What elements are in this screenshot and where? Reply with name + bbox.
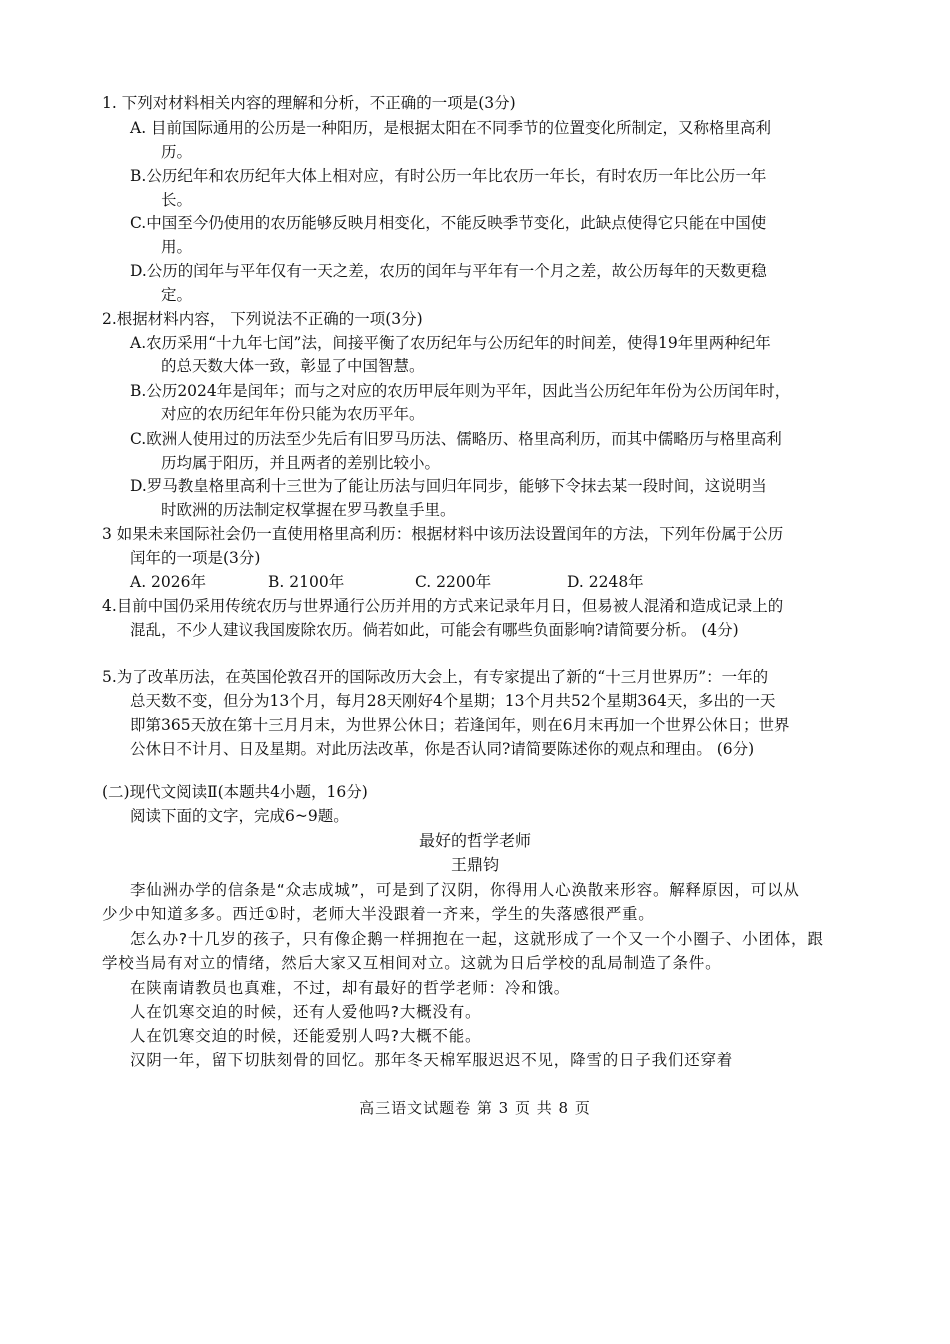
q1-option-c: C.中国至今仍使用的农历能够反映月相变化，不能反映季节变化，此缺点使得它只能在中国使 xyxy=(130,214,767,232)
article-paragraph-6: 汉阴一年，留下切肤刻骨的回忆。那年冬天棉军服迟迟不见，降雪的日子我们还穿着 xyxy=(130,1051,734,1069)
q2-option-a-cont: 的总天数大体一致，彰显了中国智慧。 xyxy=(161,357,425,375)
section-instruction: 阅读下面的文字，完成6~9题。 xyxy=(130,807,349,825)
q2-option-b-cont: 对应的农历纪年年份只能为农历平年。 xyxy=(161,405,425,423)
q1-option-d-cont: 定。 xyxy=(161,286,193,304)
section-heading: (二)现代文阅读Ⅱ(本题共4小题，16分) xyxy=(102,783,368,801)
article-paragraph-5: 人在饥寒交迫的时候，还能爱别人吗?大概不能。 xyxy=(130,1027,482,1045)
q5-stem-cont-1: 总天数不变，但分为13个月，每月28天刚好4个星期；13个月共52个星期364天，多出的一天 xyxy=(130,692,776,710)
q4-stem-cont: 混乱，不少人建议我国废除农历。倘若如此，可能会有哪些负面影响?请简要分析。 (4分) xyxy=(130,621,739,639)
q1-option-a-cont: 历。 xyxy=(161,143,193,161)
q1-option-b-cont: 长。 xyxy=(161,191,193,209)
article-paragraph-1: 李仙洲办学的信条是“众志成城”，可是到了汉阴，你得用人心涣散来形容。解释原因，可以从 xyxy=(130,881,800,899)
article-paragraph-3: 在陕南请教员也真难，不过，却有最好的哲学老师：冷和饿。 xyxy=(130,979,571,997)
q5-stem-cont-3: 公休日不计月、日及星期。对此历法改革，你是否认同?请简要陈述你的观点和理由。 (6分) xyxy=(130,740,755,758)
q1-option-d: D.公历的闰年与平年仅有一天之差，农历的闰年与平年有一个月之差，故公历每年的天数更稳 xyxy=(130,262,767,280)
page-footer: 高三语文试题卷 第 3 页 共 8 页 xyxy=(359,1099,591,1117)
q2-stem: 2.根据材料内容， 下列说法不正确的一项(3分) xyxy=(102,310,423,328)
article-title: 最好的哲学老师 xyxy=(418,831,531,850)
q3-option-b: B. 2100年 xyxy=(268,573,345,591)
q1-option-a: A. 目前国际通用的公历是一种阳历，是根据太阳在不同季节的位置变化所制定，又称格里高利 xyxy=(130,119,772,137)
q1-option-c-cont: 用。 xyxy=(161,238,193,256)
q2-option-d: D.罗马教皇格里高利十三世为了能让历法与回归年同步，能够下令抹去某一段时间，这说明当 xyxy=(130,477,767,495)
q2-option-d-cont: 时欧洲的历法制定权掌握在罗马教皇手里。 xyxy=(161,501,456,519)
q3-option-a: A. 2026年 xyxy=(130,573,206,591)
article-paragraph-4: 人在饥寒交迫的时候，还有人爱他吗?大概没有。 xyxy=(130,1003,482,1021)
article-paragraph-2: 怎么办?十几岁的孩子，只有像企鹅一样拥抱在一起，这就形成了一个又一个小圈子、小团体，跟 xyxy=(130,930,824,948)
q3-option-d: D. 2248年 xyxy=(567,573,644,591)
q3-stem: 3 如果未来国际社会仍一直使用格里高利历：根据材料中该历法设置闰年的方法，下列年份属于公历 xyxy=(102,525,784,543)
article-paragraph-2-cont: 学校当局有对立的情绪，然后大家又互相间对立。这就为日后学校的乱局制造了条件。 xyxy=(102,954,722,972)
q5-stem: 5.为了改革历法，在英国伦敦召开的国际改历大会上，有专家提出了新的“十三月世界历”：一年的 xyxy=(102,668,769,686)
q2-option-c: C.欧洲人使用过的历法至少先后有旧罗马历法、儒略历、格里高利历，而其中儒略历与格里高利 xyxy=(130,430,782,448)
q1-option-b: B.公历纪年和农历纪年大体上相对应，有时公历一年比农历一年长，有时农历一年比公历一年 xyxy=(130,167,767,185)
q4-stem: 4.目前中国仍采用传统农历与世界通行公历并用的方式来记录年月日，但易被人混淆和造成记录上的 xyxy=(102,597,784,615)
article-author: 王鼎钧 xyxy=(450,855,499,874)
q5-stem-cont-2: 即第365天放在第十三月月末，为世界公休日；若逢闰年，则在6月末再加一个世界公休日；世界 xyxy=(130,716,790,734)
q2-option-b: B.公历2024年是闰年；而与之对应的农历甲辰年则为平年，因此当公历纪年年份为公历闰年时， xyxy=(130,382,791,400)
q3-option-c: C. 2200年 xyxy=(415,573,492,591)
q3-stem-cont: 闰年的一项是(3分) xyxy=(130,549,261,567)
q1-stem: 1. 下列对材料相关内容的理解和分析，不正确的一项是(3分) xyxy=(102,94,516,112)
article-paragraph-1-cont: 少少中知道多多。西迁①时，老师大半没跟着一齐来，学生的失落感很严重。 xyxy=(102,905,655,923)
q2-option-c-cont: 历均属于阳历，并且两者的差别比较小。 xyxy=(161,454,441,472)
q2-option-a: A.农历采用“十九年七闰”法，间接平衡了农历纪年与公历纪年的时间差，使得19年里两种纪年 xyxy=(130,334,771,352)
